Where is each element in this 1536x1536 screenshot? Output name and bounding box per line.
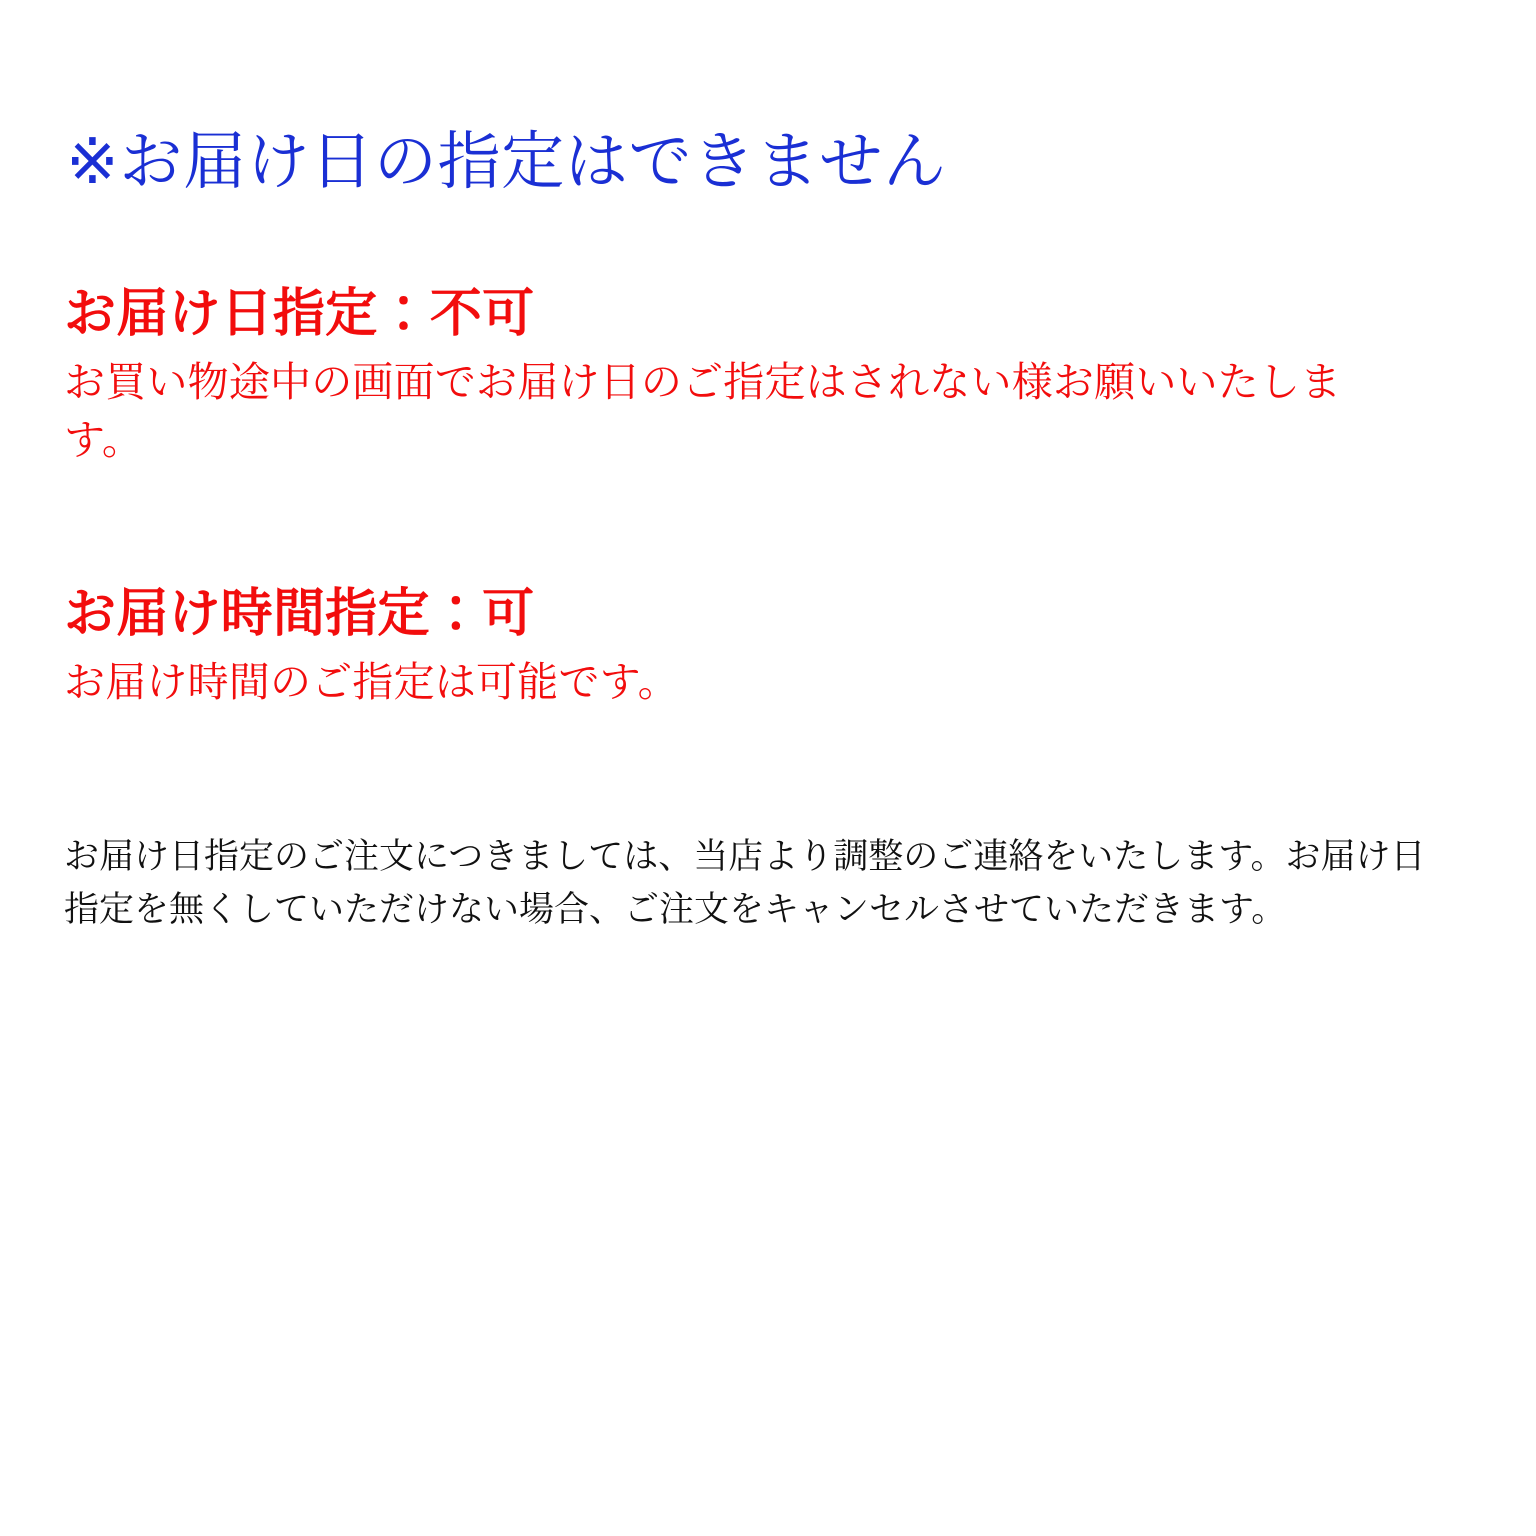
- footnote-text: お届け日指定のご注文につきましては、当店より調整のご連絡をいたします。お届け日指定を無くしていただけない場合、ご注文をキャンセルさせていただきます。: [64, 837, 1426, 930]
- delivery-date-body: お買い物途中の画面でお届け日のご指定はされない様お願いいたします。: [64, 359, 1342, 464]
- page-title: ※お届け日の指定はできません: [66, 127, 947, 198]
- delivery-time-heading: お届け時間指定：可: [64, 585, 535, 643]
- delivery-time-section: [64, 585, 1454, 711]
- delivery-date-section: [64, 285, 1454, 470]
- delivery-time-body: お届け時間のご指定は可能です。: [64, 659, 679, 706]
- delivery-date-heading: お届け日指定：不可: [64, 285, 535, 343]
